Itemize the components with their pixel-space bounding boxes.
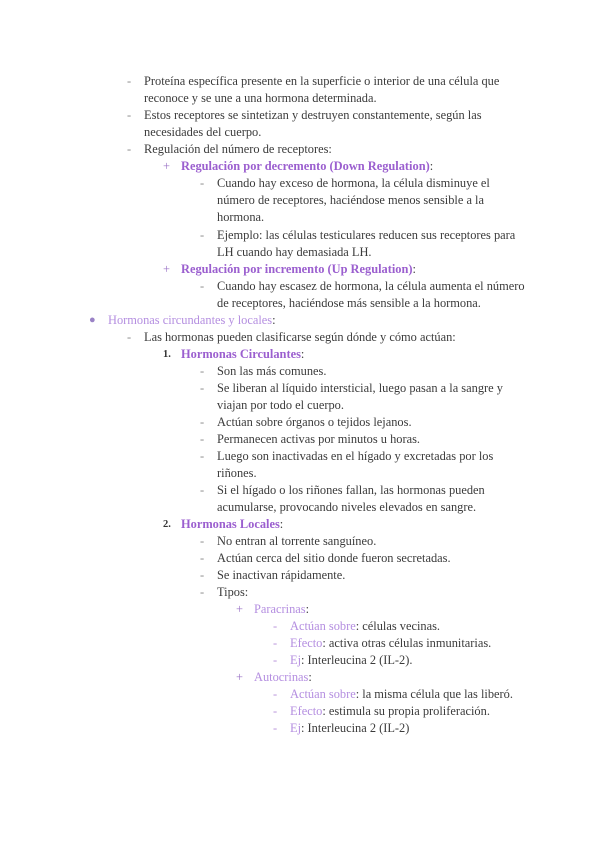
line-text: : Interleucina 2 (IL-2). [301, 653, 413, 667]
text-line [217, 499, 476, 516]
list-marker: - [273, 619, 278, 633]
text-line [254, 669, 312, 686]
highlighted-term: Ej [290, 721, 302, 735]
line-text: No entran al torrente sanguíneo. [217, 534, 377, 548]
text-line [217, 278, 525, 295]
list-marker: - [200, 534, 205, 548]
list-marker: - [200, 364, 205, 378]
text-line [217, 397, 344, 414]
text-line [217, 380, 503, 397]
text-line [217, 295, 481, 312]
list-marker: - [273, 636, 278, 650]
text-line [217, 533, 376, 550]
highlighted-term: Regulación por decremento (Down Regulation) [181, 159, 430, 173]
highlighted-term: Autocrinas [254, 670, 309, 684]
text-line [217, 192, 484, 209]
text-line [217, 448, 493, 465]
highlighted-term: Actúan sobre [290, 619, 356, 633]
line-text: número de receptores, haciéndose menos sensible a la [217, 193, 484, 207]
highlighted-term: Efecto [290, 636, 323, 650]
line-text: LH cuando hay demasiada LH. [217, 245, 372, 259]
text-line [181, 346, 304, 363]
list-marker: 2. [163, 519, 171, 530]
text-line [217, 363, 326, 380]
line-text: Se inactivan rápidamente. [217, 568, 346, 582]
highlighted-term: Hormonas circundantes y locales [108, 313, 273, 327]
list-marker: - [200, 449, 205, 463]
line-text: : [272, 313, 276, 327]
list-marker: - [200, 381, 205, 395]
line-text: Cuando hay escasez de hormona, la célula aumenta el número [217, 279, 525, 293]
text-line [290, 720, 409, 737]
line-text: Actúan cerca del sitio donde fueron secretadas. [217, 551, 451, 565]
text-line [144, 329, 456, 346]
list-marker: - [273, 687, 278, 701]
line-text: : [305, 602, 310, 616]
line-text: : [300, 347, 305, 361]
list-marker: ● [89, 314, 96, 326]
list-marker: + [163, 262, 170, 276]
highlighted-term: Ej [290, 653, 302, 667]
text-line [290, 618, 440, 635]
list-marker: - [127, 108, 132, 122]
line-text: riñones. [217, 466, 257, 480]
text-line [217, 567, 345, 584]
text-line [181, 261, 416, 278]
list-marker: - [127, 142, 132, 156]
text-line [144, 107, 482, 124]
highlighted-term: Paracrinas [254, 602, 306, 616]
text-line [217, 550, 451, 567]
line-text: Si el hígado o los riñones fallan, las hormonas pueden [217, 483, 485, 497]
list-marker: - [200, 415, 205, 429]
line-text: acumularse, provocando niveles elevados en sangre. [217, 500, 477, 514]
text-line [217, 244, 371, 261]
text-line [144, 73, 499, 90]
list-marker: 1. [163, 349, 171, 360]
line-text: Luego son inactivadas en el hígado y excretadas por los [217, 449, 494, 463]
text-line [217, 465, 257, 482]
text-line [181, 158, 433, 175]
list-marker: - [200, 568, 205, 582]
list-marker: - [200, 432, 205, 446]
list-marker: - [127, 330, 132, 344]
text-line [254, 601, 309, 618]
highlighted-term: Hormonas Locales [181, 517, 280, 531]
list-marker: - [127, 74, 132, 88]
text-line [217, 431, 420, 448]
text-line [181, 516, 283, 533]
list-marker: - [200, 228, 205, 242]
highlighted-term: Hormonas Circulantes [181, 347, 301, 361]
line-text: de receptores, haciéndose más sensible a la hormona. [217, 296, 481, 310]
text-line [144, 141, 332, 158]
line-text: Regulación del número de receptores: [144, 142, 332, 156]
line-text: Proteína específica presente en la superficie o interior de una célula que [144, 74, 500, 88]
list-marker: - [200, 551, 205, 565]
line-text: hormona. [217, 210, 265, 224]
list-marker: - [200, 585, 205, 599]
text-line [217, 584, 248, 601]
line-text: : [412, 262, 416, 276]
line-text: : activa otras células inmunitarias. [322, 636, 492, 650]
line-text: Las hormonas pueden clasificarse según dónde y cómo actúan: [144, 330, 456, 344]
list-marker: - [200, 279, 205, 293]
text-line [290, 652, 412, 669]
list-marker: + [163, 159, 170, 173]
line-text: Permanecen activas por minutos u horas. [217, 432, 421, 446]
line-text: viajan por todo el cuerpo. [217, 398, 344, 412]
list-marker: + [236, 670, 243, 684]
text-line [290, 686, 513, 703]
text-line [217, 175, 490, 192]
text-line [217, 414, 412, 431]
line-text: : estimula su propia proliferación. [322, 704, 490, 718]
list-marker: - [273, 721, 278, 735]
text-line [108, 312, 276, 329]
line-text: Estos receptores se sintetizan y destruyen constantemente, según las [144, 108, 482, 122]
text-line [217, 482, 485, 499]
text-line [290, 703, 490, 720]
highlighted-term: Efecto [290, 704, 323, 718]
list-marker: - [200, 483, 205, 497]
line-text: : [429, 159, 434, 173]
line-text: : la misma célula que las liberó. [355, 687, 513, 701]
line-text: Cuando hay exceso de hormona, la célula disminuye el [217, 176, 490, 190]
line-text: Ejemplo: las células testiculares reducen sus receptores para [217, 228, 516, 242]
line-text: : células vecinas. [355, 619, 441, 633]
line-text: necesidades del cuerpo. [144, 125, 262, 139]
line-text: Se liberan al líquido intersticial, luego pasan a la sangre y [217, 381, 503, 395]
line-text: Actúan sobre órganos o tejidos lejanos. [217, 415, 412, 429]
list-marker: - [200, 176, 205, 190]
list-marker: + [236, 602, 243, 616]
line-text: : [308, 670, 312, 684]
text-line [144, 90, 377, 107]
text-line [217, 209, 264, 226]
line-text: Tipos: [217, 585, 249, 599]
highlighted-term: Regulación por incremento (Up Regulation) [181, 262, 413, 276]
list-marker: - [273, 704, 278, 718]
text-line [144, 124, 261, 141]
list-marker: - [273, 653, 278, 667]
highlighted-term: Actúan sobre [290, 687, 356, 701]
line-text: : Interleucina 2 (IL-2) [301, 721, 410, 735]
line-text: reconoce y se une a una hormona determinada. [144, 91, 377, 105]
text-line [217, 227, 515, 244]
text-line [290, 635, 491, 652]
line-text: : [279, 517, 284, 531]
line-text: Son las más comunes. [217, 364, 327, 378]
